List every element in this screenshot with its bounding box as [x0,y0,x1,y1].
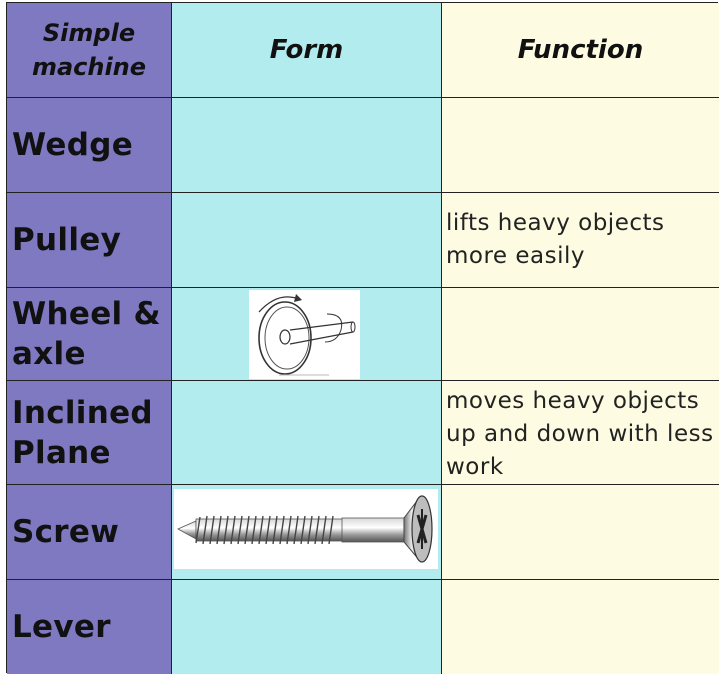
header-simple-machine: Simple machine [7,3,172,98]
function-cell-wheel-axle [442,288,719,381]
form-cell-screw [172,485,442,580]
machine-name-wheel-axle: Wheel & axle [7,288,172,381]
machine-name-wedge: Wedge [7,98,172,193]
function-cell-inclined-plane: moves heavy objects up and down with less work [442,381,719,485]
machine-name-lever: Lever [7,580,172,674]
wheel-and-axle-image [249,290,360,379]
function-cell-screw [442,485,719,580]
machine-name-screw: Screw [7,485,172,580]
form-cell-pulley [172,193,442,288]
function-cell-wedge [442,98,719,193]
function-cell-pulley: lifts heavy objects more easily [442,193,719,288]
function-cell-lever [442,580,719,674]
form-cell-wedge [172,98,442,193]
form-cell-inclined-plane [172,381,442,485]
screw-image [174,489,438,569]
header-form: Form [172,3,442,98]
simple-machines-table [6,2,718,673]
form-cell-lever [172,580,442,674]
form-cell-wheel-axle [172,288,442,381]
machine-name-inclined-plane: Inclined Plane [7,381,172,485]
header-function: Function [442,3,719,98]
machine-name-pulley: Pulley [7,193,172,288]
